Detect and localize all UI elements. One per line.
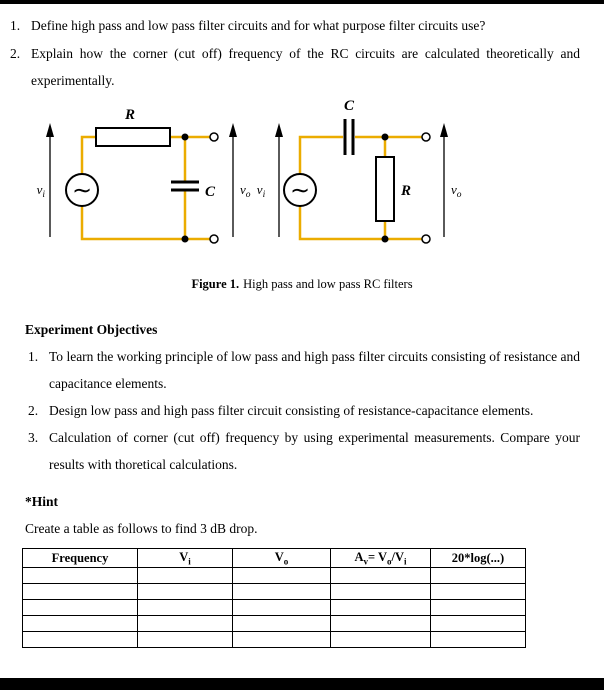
- figure-caption: [0, 277, 604, 292]
- wire-top-left: [300, 137, 343, 174]
- table-cell: [331, 632, 431, 648]
- table-cell: [431, 568, 526, 584]
- measurement-table-body: [23, 568, 526, 648]
- rc-filter-circuits-diagram: [30, 97, 480, 257]
- vout-label: $v_o$: [451, 182, 462, 201]
- bottom-border: [0, 678, 604, 690]
- objective-text: Calculation of corner (cut off) frequency by using experimental measurements. Compare your results with thoretical calculations.: [49, 430, 580, 473]
- table-cell: [431, 600, 526, 616]
- resistor: [376, 157, 394, 221]
- question-item: [10, 12, 580, 40]
- table-row: [23, 632, 526, 648]
- objective-item: [28, 424, 580, 478]
- table-cell: [431, 616, 526, 632]
- hint-text: Create a table as follows to find 3 dB drop.: [25, 521, 258, 537]
- measurement-table-header: [23, 549, 526, 568]
- table-cell: [431, 584, 526, 600]
- vin-label: $v_i$: [256, 182, 266, 201]
- col-header-log: 20*log(...): [431, 549, 526, 568]
- vout-arrowhead-icon: [229, 123, 237, 137]
- low-pass-circuit: [37, 107, 251, 243]
- ac-source-symbol-icon: ∼: [289, 176, 311, 205]
- table-row: [23, 616, 526, 632]
- table-cell: [23, 616, 138, 632]
- objective-text: To learn the working principle of low pass and high pass filter circuits consisting of resistance and capacitance elements.: [49, 349, 580, 392]
- table-cell: [23, 584, 138, 600]
- table-cell: [331, 568, 431, 584]
- table-cell: [233, 616, 331, 632]
- table-cell: [331, 584, 431, 600]
- objective-number: 3.: [28, 430, 39, 446]
- vout-arrowhead-icon: [440, 123, 448, 137]
- table-cell: [331, 616, 431, 632]
- question-item: [10, 40, 580, 95]
- col-header-vo: $V_o$: [233, 549, 331, 568]
- resistor: [96, 128, 170, 146]
- table-cell: [233, 568, 331, 584]
- col-header-frequency: Frequency: [23, 549, 138, 568]
- col-header-av: $A_v= V_o/V_i$: [331, 549, 431, 568]
- junction-dot: [182, 134, 189, 141]
- figure-caption-label: Figure 1.: [191, 277, 240, 292]
- table-cell: [23, 600, 138, 616]
- output-terminal: [422, 235, 430, 243]
- junction-dot: [382, 134, 389, 141]
- table-cell: [23, 632, 138, 648]
- question-list: [0, 0, 604, 95]
- vout-label: $v_o$: [240, 182, 251, 201]
- output-terminal: [422, 133, 430, 141]
- table-cell: [233, 584, 331, 600]
- figure-caption-text: High pass and low pass RC filters: [243, 277, 413, 292]
- question-text: Explain how the corner (cut off) frequency of the RC circuits are calculated theoretically and experimentally.: [31, 45, 580, 89]
- objective-item: [28, 343, 580, 397]
- table-cell: [138, 600, 233, 616]
- table-cell: [23, 568, 138, 584]
- resistor-label: R: [124, 107, 136, 124]
- objective-text: Design low pass and high pass filter circuit consisting of resistance-capacitance elements.: [49, 403, 534, 419]
- resistor-label: R: [401, 183, 412, 200]
- capacitor-label: C: [343, 98, 355, 115]
- objectives-list: [28, 343, 580, 478]
- vin-arrowhead-icon: [275, 123, 283, 137]
- vin-arrowhead-icon: [46, 123, 54, 137]
- table-header-row: [23, 549, 526, 568]
- top-border: [0, 0, 604, 4]
- ac-source-symbol-icon: ∼: [71, 176, 93, 205]
- question-text: Define high pass and low pass filter circuits and for what purpose filter circuits use?: [31, 18, 486, 33]
- hint-section: [25, 488, 580, 542]
- table-cell: [138, 616, 233, 632]
- table-row: [23, 600, 526, 616]
- table-cell: [138, 632, 233, 648]
- output-terminal: [210, 133, 218, 141]
- table-cell: [138, 584, 233, 600]
- capacitor-label: C: [205, 184, 216, 201]
- col-header-vi: $V_i$: [138, 549, 233, 568]
- hint-heading: *Hint: [25, 494, 59, 510]
- table-cell: [431, 632, 526, 648]
- table-row: [23, 584, 526, 600]
- high-pass-circuit: [257, 98, 462, 243]
- table-cell: [138, 568, 233, 584]
- wire-bottom: [300, 206, 423, 239]
- objectives-heading: Experiment Objectives: [25, 322, 158, 338]
- objective-number: 1.: [28, 349, 39, 365]
- table-row: [23, 568, 526, 584]
- objectives-section: [25, 316, 580, 478]
- table-cell: [331, 600, 431, 616]
- question-number: 1.: [10, 18, 21, 33]
- table-cell: [233, 600, 331, 616]
- figure-1: [0, 97, 604, 292]
- objective-item: [28, 397, 580, 424]
- wire-bottom: [82, 206, 211, 239]
- measurement-table: [22, 548, 526, 648]
- question-number: 2.: [10, 45, 21, 61]
- vin-label: $v_i$: [36, 182, 45, 201]
- output-terminal: [210, 235, 218, 243]
- junction-dot: [382, 236, 389, 243]
- junction-dot: [182, 236, 189, 243]
- objective-number: 2.: [28, 403, 39, 419]
- table-cell: [233, 632, 331, 648]
